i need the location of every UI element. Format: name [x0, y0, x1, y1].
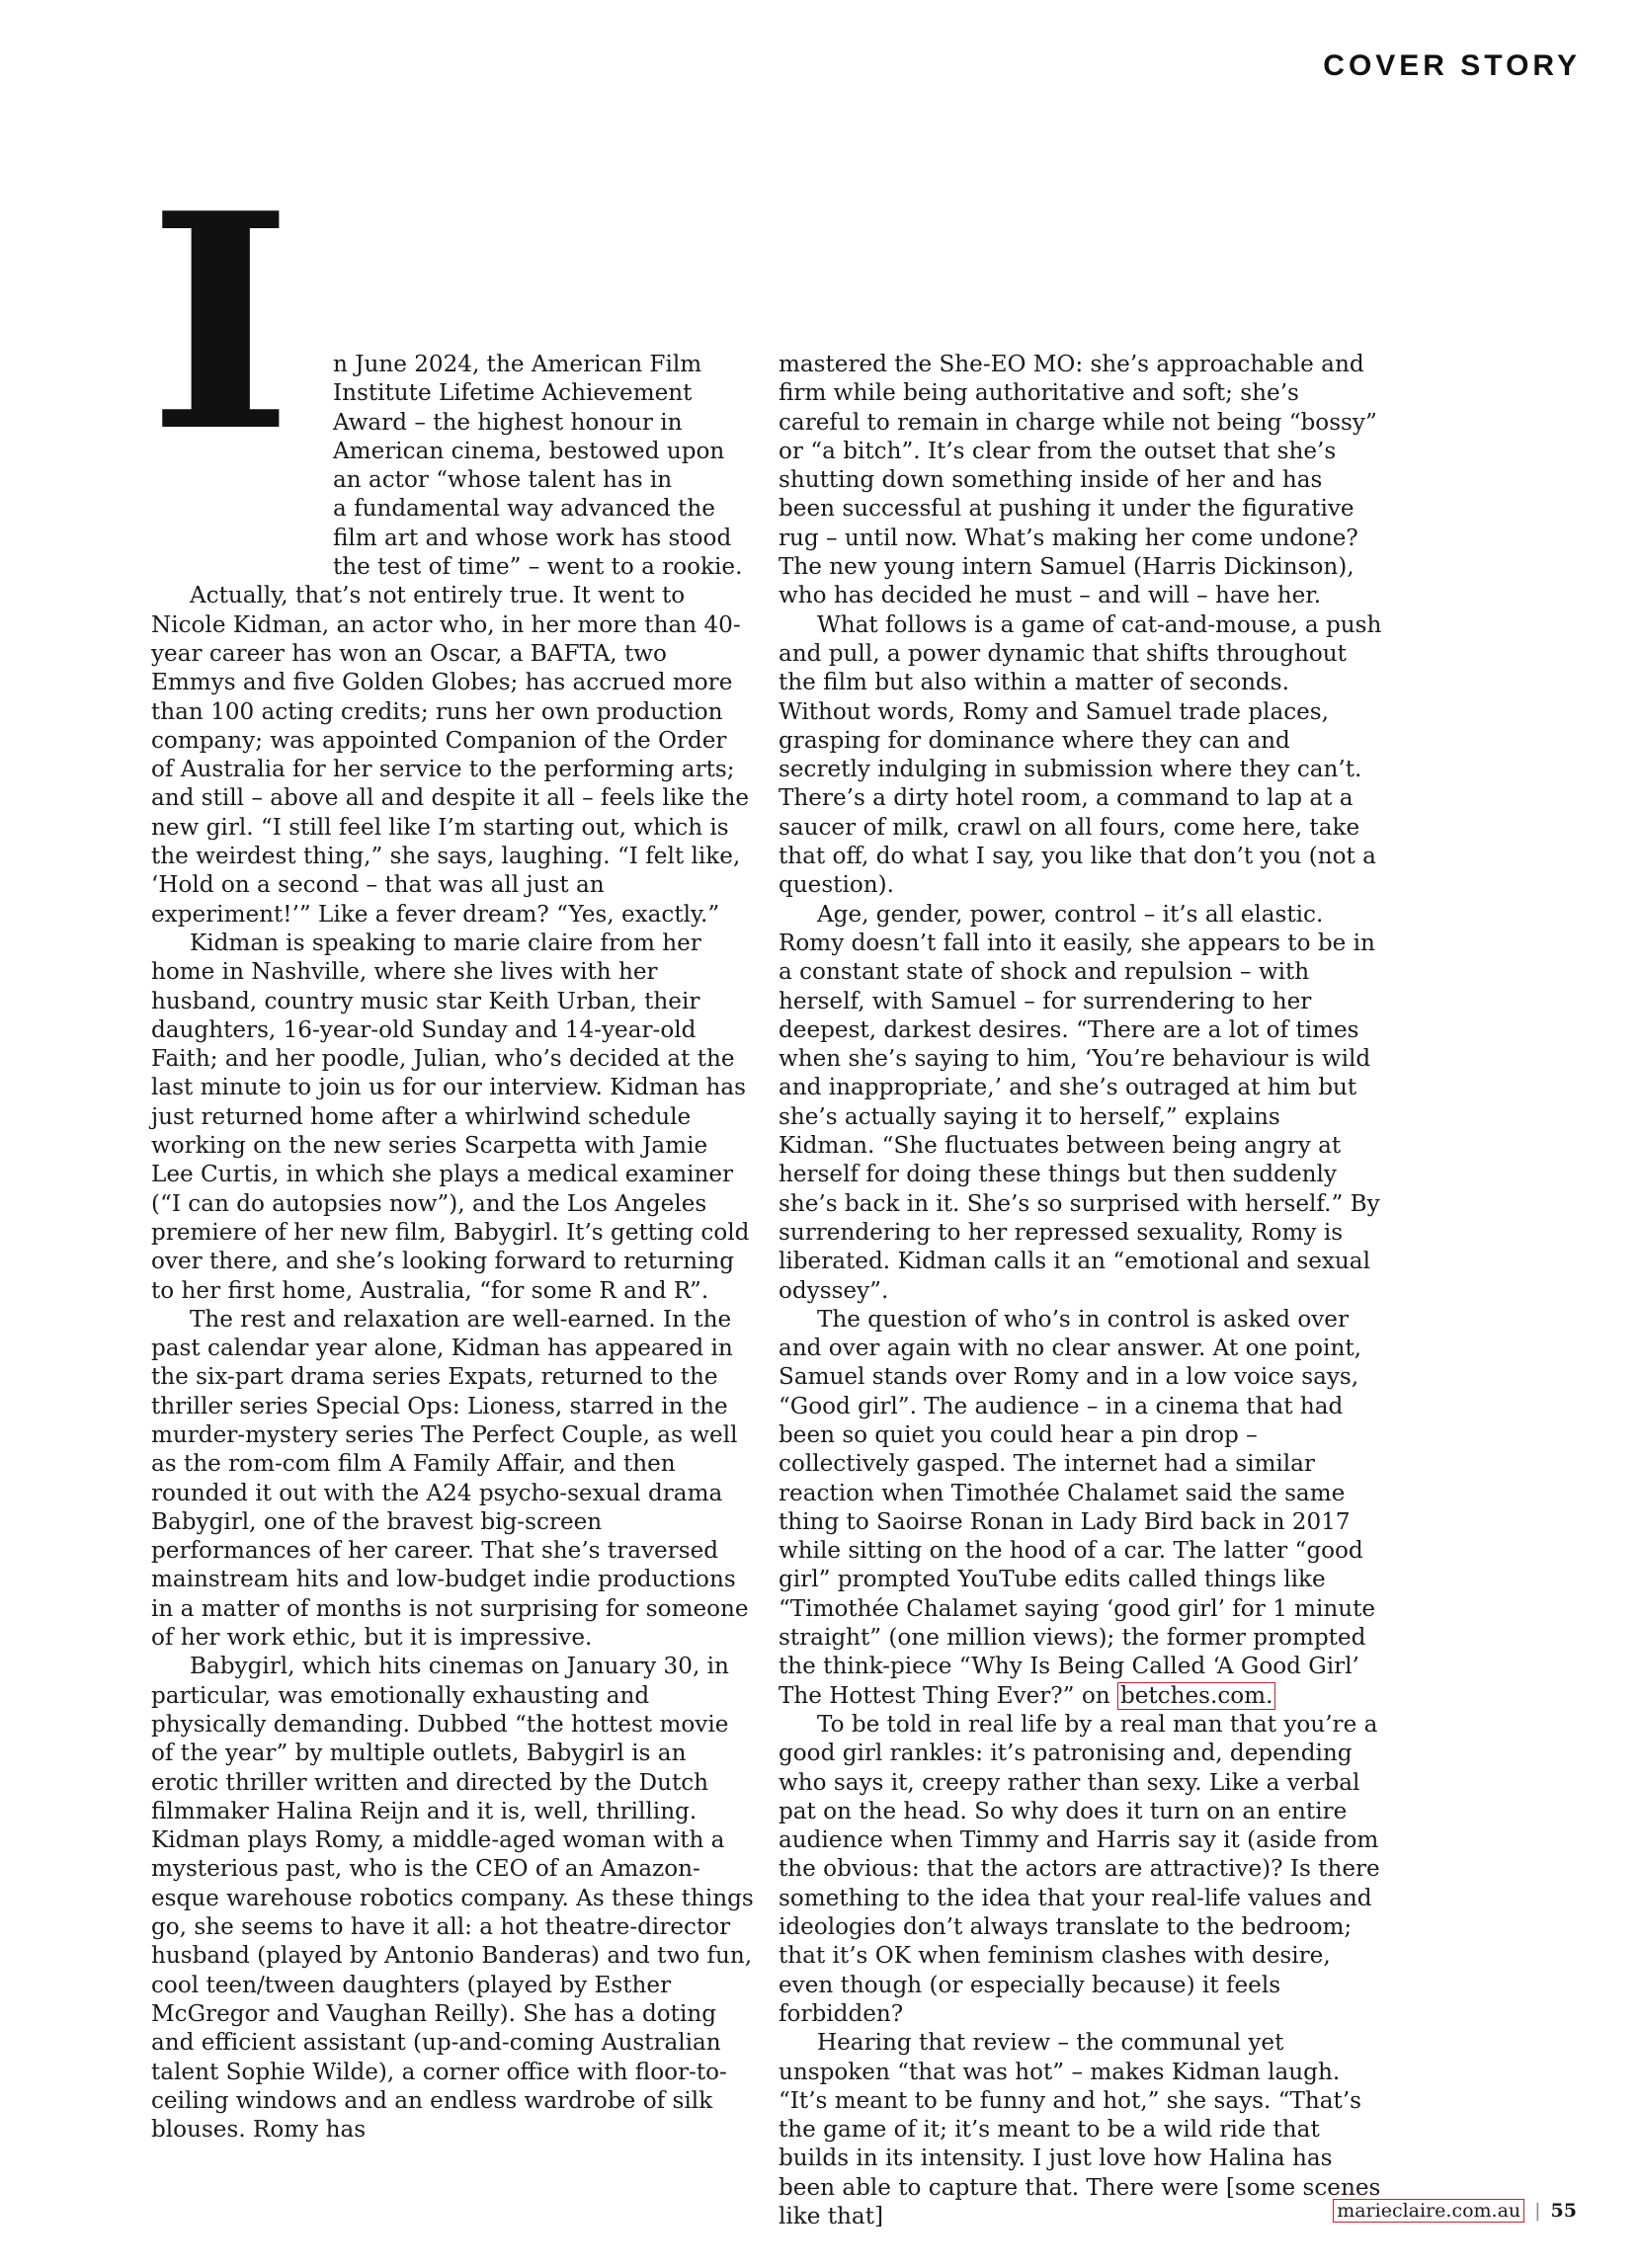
first-paragraph-line: film art and whose work has stood — [333, 525, 732, 551]
paragraph: Babygirl, which hits cinemas on January 30, in particular, was emotionally exhausting and physically demanding. Dubbed “the hottest movie of the year” by multiple outlets, Babygirl is an erotic thriller written and directed by the Dutch filmmaker Halina Reijn and it is, well, thrilling. Kidman plays Romy, a middle-aged woman with a mysterious past, who is the CEO of an Amazon-esque warehouse robotics company. As these things go, she seems to have it all: a hot theatre-director husband (played by Antonio Banderas) and two fun, cool teen/tween daughters (played by Esther McGregor and Vaughan Reilly). She has a doting and efficient assistant (up-and-coming Australian talent Sophie Wilde), a corner office with floor-to-ceiling windows and an endless wardrobe of silk blouses. Romy has — [151, 1654, 754, 2144]
paragraph: Kidman is speaking to marie claire from her home in Nashville, where she lives with her husband, country music star Keith Urban, their daughters, 16-year-old Sunday and 14-year-old Faith; and her poodle, Julian, who’s decided at the last minute to join us for our interview. Kidman has just returned home after a whirlwind schedule working on the new series Scarpetta with Jamie Lee Curtis, in which she plays a medical examiner (“I can do autopsies now”), and the Los Angeles premiere of her new film, Babygirl. It’s getting cold over there, and she’s looking forward to returning to her first home, Australia, “for some R and R”. — [151, 930, 750, 1304]
paragraph-with-link — [779, 1306, 1383, 1711]
paragraph: Hearing that review – the communal yet unspoken “that was hot” – makes Kidman laugh. “It’s meant to be funny and hot,” she says. “That’s the game of it; it’s meant to be a wild ride that builds in its intensity. I just love how Halina has been able to capture that. There were [some scenes like that] — [779, 2030, 1381, 2229]
site-link[interactable]: marieclaire.com.au — [1333, 2199, 1524, 2223]
first-paragraph-line: American cinema, bestowed upon — [333, 438, 725, 464]
page-footer — [1333, 2199, 1577, 2223]
betches-link[interactable]: betches.com. — [1117, 1682, 1275, 1710]
article-column-right — [779, 351, 1383, 2231]
paragraph: Age, gender, power, control – it’s all elastic. Romy doesn’t fall into it easily, she appears to be in a constant state of shock and repulsion – with herself, with Samuel – for surrendering to her deepest, darkest desires. “There are a lot of times when she’s saying to him, ‘You’re behaviour is wild and inappropriate,’ and she’s outraged at him but she’s actually saying it to herself,” explains Kidman. “She fluctuates between being angry at herself for doing these things but then suddenly she’s back in it. She’s so surprised with herself.” By surrendering to her repressed sexuality, Romy is liberated. Kidman calls it an “emotional and sexual odyssey”. — [779, 901, 1380, 1304]
section-label: COVER STORY — [1323, 49, 1581, 82]
paragraph: What follows is a game of cat-and-mouse, a push and pull, a power dynamic that shifts throughout the film but also within a matter of seconds. Without words, Romy and Samuel trade places, grasping for dominance where they can and secretly indulging in submission where they can’t. There’s a dirty hotel room, a command to lap at a saucer of milk, crawl on all fours, come here, take that off, do what I say, you like that don’t you (not a question). — [779, 611, 1382, 899]
first-paragraph-line: Award – the highest honour in — [333, 409, 683, 436]
paragraph: mastered the She-EO MO: she’s approachable and firm while being authoritative and soft; she’s careful to remain in charge while not being “bossy” or “a bitch”. It’s clear from the outset that she’s shutting down something inside of her and has been successful at pushing it under the figurative rug – until now. What’s making her come undone? The new young intern Samuel (Harris Dickinson), who has decided he must – and will – have her. — [779, 352, 1377, 609]
footer-separator: | — [1534, 2200, 1541, 2222]
first-paragraph-line: the test of time” – went to a rookie. — [333, 554, 743, 581]
page-number: 55 — [1550, 2200, 1577, 2222]
paragraph-text: The question of who’s in control is asked over and over again with no clear answer. At one point, Samuel stands over Romy and in a low voice says, “Good girl”. The audience – in a cinema that had been so quiet you could hear a pin drop – collectively gasped. The internet had a similar reaction when Timothée Chalamet said the same thing to Saoirse Ronan in Lady Bird back in 2017 while sitting on the hood of a car. The latter “good girl” prompted YouTube edits called things like “Timothée Chalamet saying ‘good girl’ for 1 minute straight” (one million views); the former prompted the think-piece “Why Is Being Called ‘A Good Girl’ The Hottest Thing Ever?” on — [779, 1306, 1376, 1709]
paragraph: To be told in real life by a real man that you’re a good girl rankles: it’s patronising and, depending who says it, creepy rather than sexy. Like a verbal pat on the head. So why does it turn on an entire audience when Timmy and Harris say it (aside from the obvious: that the actors are attractive)? Is there something to the idea that your real-life values and ideologies don’t always translate to the bedroom; that it’s OK when feminism clashes with desire, even though (or especially because) it feels forbidden? — [779, 1711, 1380, 2027]
first-paragraph-line: an actor “whose talent has in — [333, 467, 673, 494]
first-paragraph-line: a fundamental way advanced the — [333, 496, 715, 523]
drop-cap: I — [147, 148, 293, 497]
paragraph: The rest and relaxation are well-earned. In the past calendar year alone, Kidman has appeared in the six-part drama series Expats, returned to the thriller series Special Ops: Lioness, starred in the murder-mystery series The Perfect Couple, as well as the rom-com film A Family Affair, and then rounded it out with the A24 psycho-sexual drama Babygirl, one of the bravest big-screen performances of her career. That she’s traversed mainstream hits and low-budget indie productions in a matter of months is not surprising for someone of her work ethic, but it is impressive. — [151, 1306, 749, 1652]
first-paragraph-wrap — [147, 148, 756, 582]
first-paragraph-line: Institute Lifetime Achievement — [333, 380, 693, 407]
article-column-left — [147, 148, 756, 2145]
first-paragraph-line: n June 2024, the American Film — [333, 352, 702, 377]
paragraph: Actually, that’s not entirely true. It went to Nicole Kidman, an actor who, in her more than 40-year career has won an Oscar, a BAFTA, two Emmys and five Golden Globes; has accrued more than 100 acting credits; runs her own production company; was appointed Companion of the Order of Australia for her service to the performing arts; and still – above all and despite it all – feels like the new girl. “I still feel like I’m starting out, which is the weirdest thing,” she says, laughing. “I felt like, ‘Hold on a second – that was all just an experiment!’” Like a fever dream? “Yes, exactly.” — [151, 583, 750, 928]
